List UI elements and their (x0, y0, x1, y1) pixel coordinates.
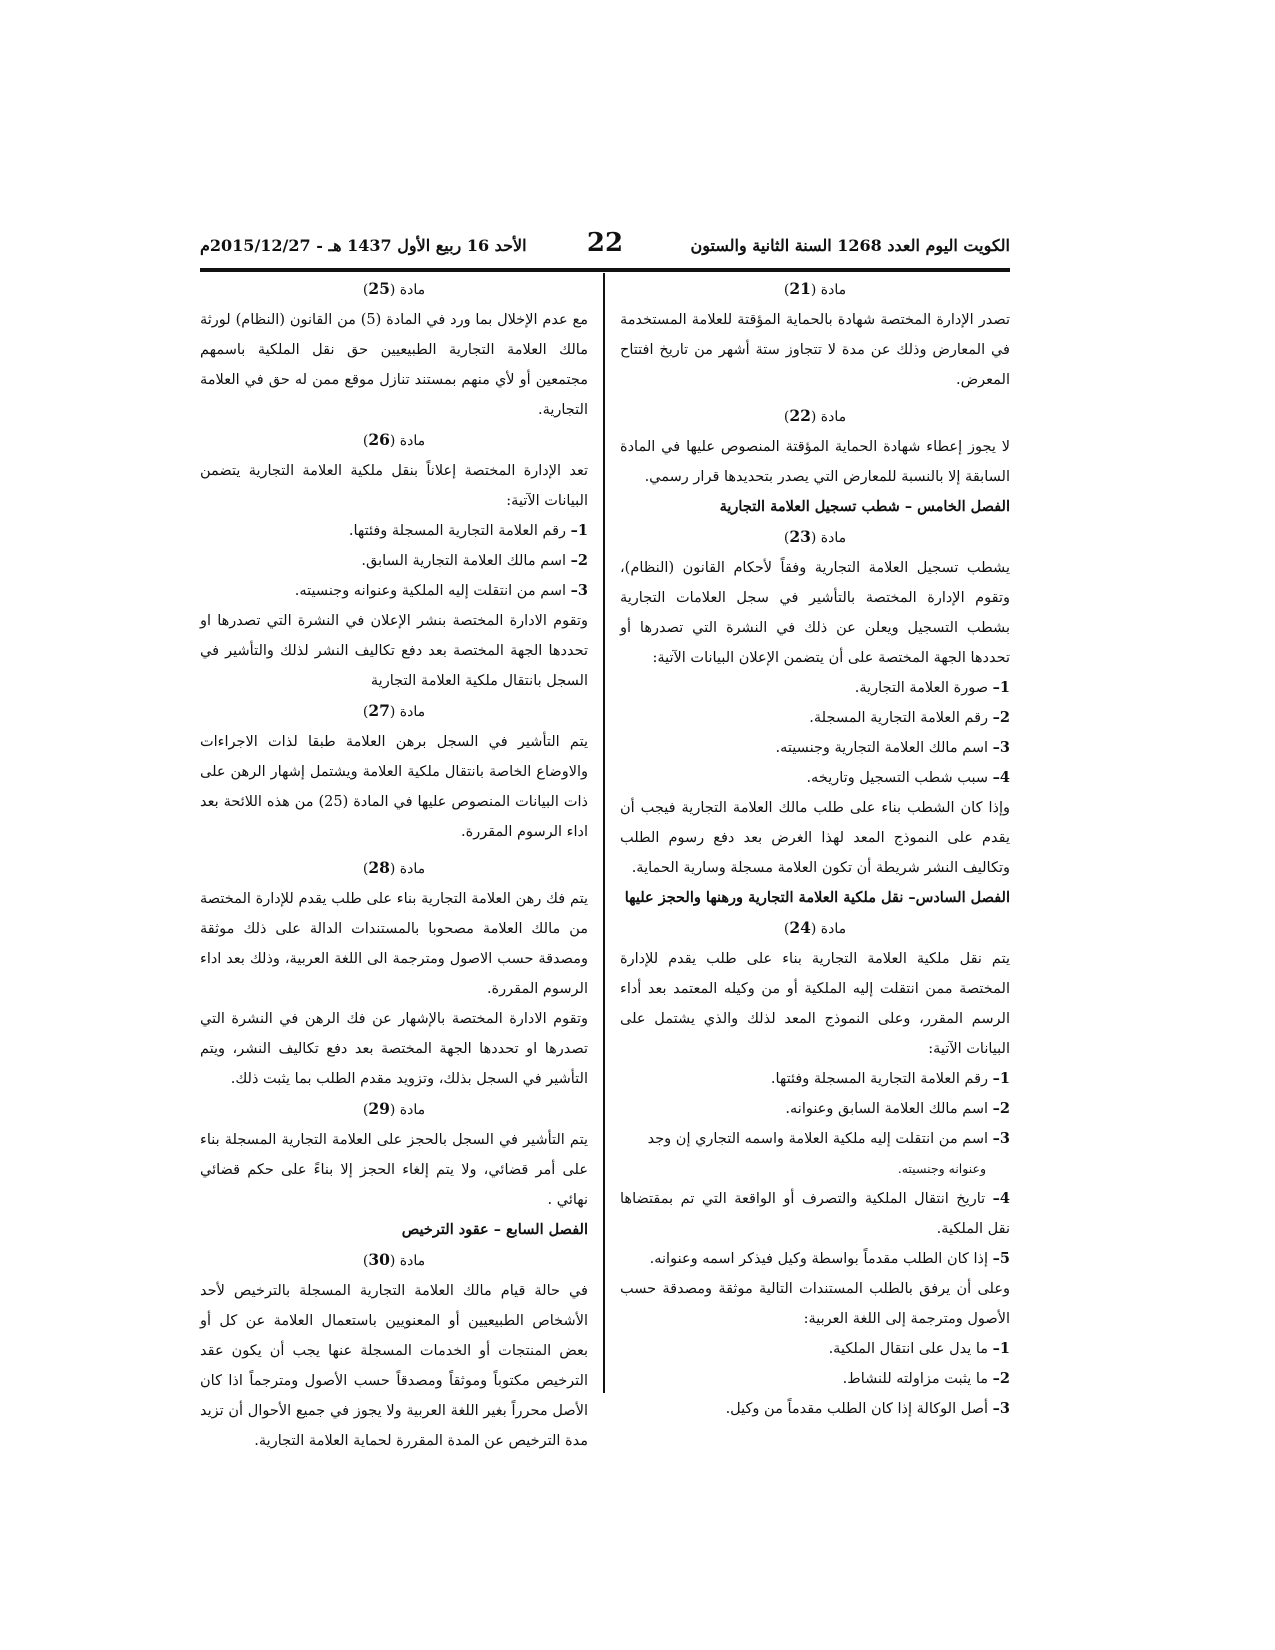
list-item: 2– اسم مالك العلامة التجارية السابق. (361, 552, 588, 569)
article-30-heading: مادة (30) (362, 1250, 426, 1269)
right-column (620, 274, 1010, 1424)
article-24-heading: مادة (24) (783, 918, 847, 937)
article-29-text: يتم التأشير في السجل بالحجز على العلامة التجارية المسجلة بناء على أمر قضائي، ولا يتم إلغاء الحجز إلا بناءً على حكم قضائي نهائي . (200, 1132, 588, 1208)
page-header (200, 230, 1010, 266)
list-item: 1– رقم العلامة التجارية المسجلة وفئتها. (348, 522, 588, 539)
article-26-text: تعد الإدارة المختصة إعلاناً بنقل ملكية العلامة التجارية يتضمن البيانات الآتية: (200, 463, 588, 509)
article-25-text: مع عدم الإخلال بما ورد في المادة (5) من القانون (النظام) لورثة مالك العلامة التجارية الطبيعيين حق نقل الملكية باسمهم مجتمعين أو لأي منهم بمستند تنازل موقع ممن له حق في العلامة التجارية. (200, 312, 588, 418)
article-21-text: تصدر الإدارة المختصة شهادة بالحماية المؤقتة للعلامة المستخدمة في المعارض وذلك عن مدة لا تتجاوز ستة أشهر من تاريخ افتتاح المعرض. (620, 312, 1010, 388)
article-24-text: يتم نقل ملكية العلامة التجارية بناء على طلب يقدم للإدارة المختصة ممن انتقلت إليه الملكية أو من وكيله المعتمد بعد أداء الرسم المقرر، وعلى النموذج المعد لذلك والذي يشتمل على البيانات الآتية: (620, 951, 1010, 1057)
list-item: 3– اسم من انتقلت إليه ملكية العلامة واسمه التجاري إن وجد (647, 1130, 1010, 1147)
article-23-heading: مادة (23) (783, 527, 847, 546)
chapter-7-heading: الفصل السابع – عقود الترخيص (401, 1221, 588, 1238)
list-item: 2– رقم العلامة التجارية المسجلة. (809, 709, 1010, 726)
article-26-text-2: وتقوم الادارة المختصة بنشر الإعلان في النشرة التي تصدرها او تحددها الجهة المختصة بعد دفع تكاليف النشر لذلك والتأشير في السجل بانتقال ملكية العلامة التجارية (200, 613, 588, 689)
list-item: 4– سبب شطب التسجيل وتاريخه. (806, 769, 1010, 786)
article-27-text: يتم التأشير في السجل برهن العلامة طبقا لذات الاجراءات والاوضاع الخاصة بانتقال ملكية العلامة ويشتمل إشهار الرهن على ذات البيانات المنصوص عليها في المادة (25) من هذه اللائحة بعد اداء الرسوم المقررة. (200, 734, 588, 840)
list-item: 4– تاريخ انتقال الملكية والتصرف أو الواقعة التي تم بمقتضاها نقل الملكية. (620, 1190, 1011, 1237)
article-21-heading: مادة (21) (783, 279, 847, 298)
article-25-heading: مادة (25) (362, 279, 426, 298)
article-24-text-2: وعلى أن يرفق بالطلب المستندات التالية موثقة ومصدقة حسب الأصول ومترجمة إلى اللغة العربية: (620, 1281, 1010, 1327)
article-28-text: يتم فك رهن العلامة التجارية بناء على طلب يقدم للإدارة المختصة من مالك العلامة مصحوبا بالمستندات الدالة على ذلك موثقة ومصدقة حسب الاصول ومترجمة الى اللغة العربية، وذلك بعد اداء الرسوم المقررة. (200, 891, 588, 997)
list-item: 3– اسم مالك العلامة التجارية وجنسيته. (775, 739, 1010, 756)
list-item: 1– صورة العلامة التجارية. (854, 679, 1010, 696)
left-column (200, 274, 588, 1456)
article-30-text: في حالة قيام مالك العلامة التجارية المسجلة بالترخيص لأحد الأشخاص الطبيعيين أو المعنويين باستعمال العلامة عن كل أو بعض المنتجات أو الخدمات المسجلة عنها يجب أن يكون عقد الترخيص مكتوباً وموثقاً ومصدقاً حسب الأصول ومترجماً اذا كان الأصل محرراً بغير اللغة العربية ولا يجوز في جميع الأحوال أن تزيد مدة الترخيص عن المدة المقررة لحماية العلامة التجارية. (200, 1283, 588, 1449)
list-item: 3– أصل الوكالة إذا كان الطلب مقدماً من وكيل. (725, 1400, 1010, 1417)
gazette-date: الأحد 16 ربيع الأول 1437 هـ - 2015/12/27م (200, 236, 527, 255)
chapter-6-heading: الفصل السادس– نقل ملكية العلامة التجارية ورهنها والحجز عليها (624, 889, 1010, 906)
article-23-text: يشطب تسجيل العلامة التجارية وفقاً لأحكام القانون (النظام)، وتقوم الإدارة المختصة بالتأشير في سجل العلامات التجارية بشطب التسجيل ويعلن عن ذلك في النشرة التي تصدرها أو تحددها الجهة المختصة على أن يتضمن الإعلان البيانات الآتية: (620, 560, 1010, 666)
column-divider (603, 273, 605, 1393)
header-rule (200, 268, 1010, 272)
list-item: 2– ما يثبت مزاولته للنشاط. (842, 1370, 1010, 1387)
list-item: 5– إذا كان الطلب مقدماً بواسطة وكيل فيذكر اسمه وعنوانه. (649, 1250, 1010, 1267)
list-item: 1– ما يدل على انتقال الملكية. (828, 1340, 1010, 1357)
article-28-text-2: وتقوم الادارة المختصة بالإشهار عن فك الرهن في النشرة التي تصدرها او تحددها الجهة المختصة بعد دفع تكاليف النشر، ويتم التأشير في السجل بذلك، وتزويد مقدم الطلب بما يثبت ذلك. (200, 1011, 588, 1087)
article-28-heading: مادة (28) (362, 858, 426, 877)
article-26-heading: مادة (26) (362, 430, 426, 449)
article-23-text-2: وإذا كان الشطب بناء على طلب مالك العلامة التجارية فيجب أن يقدم على النموذج المعد لهذا الغرض بعد دفع رسوم الطلب وتكاليف النشر شريطة أن تكون العلامة مسجلة وسارية الحماية. (620, 800, 1010, 876)
chapter-5-heading: الفصل الخامس – شطب تسجيل العلامة التجارية (719, 498, 1010, 515)
list-item: 2– اسم مالك العلامة السابق وعنوانه. (785, 1100, 1010, 1117)
article-29-heading: مادة (29) (362, 1099, 426, 1118)
list-item: 3– اسم من انتقلت إليه الملكية وعنوانه وجنسيته. (294, 582, 588, 599)
list-item-continuation: وعنوانه وجنسيته. (897, 1161, 986, 1176)
article-22-text: لا يجوز إعطاء شهادة الحماية المؤقتة المنصوص عليها في المادة السابقة إلا بالنسبة للمعارض التي يصدر بتحديدها قرار رسمي. (620, 439, 1010, 485)
gazette-issue-info: الكويت اليوم العدد 1268 السنة الثانية والستون (690, 236, 1010, 255)
article-22-heading: مادة (22) (783, 406, 847, 425)
list-item: 1– رقم العلامة التجارية المسجلة وفئتها. (770, 1070, 1010, 1087)
page-number: 22 (586, 228, 624, 258)
article-27-heading: مادة (27) (362, 701, 426, 720)
